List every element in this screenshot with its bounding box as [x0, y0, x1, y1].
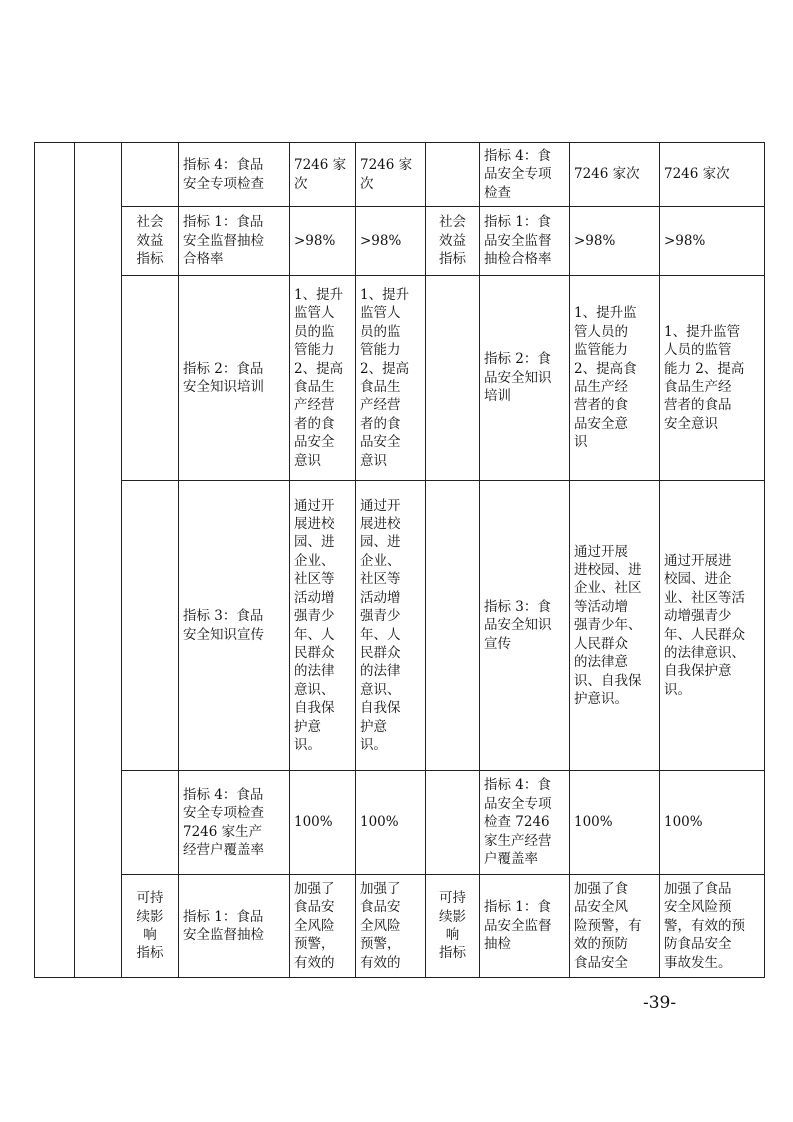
category-cell-right [426, 276, 480, 481]
category-cell-left: 可持 续影 响 指标 [122, 875, 179, 978]
page-number: -39- [643, 993, 677, 1013]
value-cell: 通过开 展进校 园、进 企业、 社区等 活动增 强青少 年、人 民群众 的法律 意识、 自我保 护意 识。 [356, 481, 426, 771]
value-cell: 7246 家 次 [290, 143, 356, 207]
value-cell: 通过开展 进校园、进 企业、社区 等活动增 强青少年、 人民群众 的法律意 识、自我保 护意识。 [570, 481, 660, 771]
value-cell: 加强了食 品安全风 险预警，有 效的预防 食品安全 [570, 875, 660, 978]
sub-category-cell [75, 143, 122, 978]
indicator-name-left: 指标 4：食品 安全专项检查 7246 家生产 经营户覆盖率 [179, 771, 290, 875]
table-row [35, 481, 765, 771]
category-cell-left [122, 143, 179, 207]
indicator-name-right: 指标 1：食 品安全监督 抽检 [480, 875, 570, 978]
table-row [35, 207, 765, 276]
table-row [35, 771, 765, 875]
category-cell-right [426, 481, 480, 771]
value-cell: 100% [290, 771, 356, 875]
category-cell-left [122, 771, 179, 875]
value-cell: 100% [660, 771, 765, 875]
value-cell: >98% [290, 207, 356, 276]
indicator-name-left: 指标 1：食品 安全监督抽检 合格率 [179, 207, 290, 276]
category-cell-left: 社会 效益 指标 [122, 207, 179, 276]
category-cell-left [122, 481, 179, 771]
value-cell: 通过开展进 校园、进企 业、社区等活 动增强青少 年、人民群众 的法律意识、 自我保护意 识。 [660, 481, 765, 771]
value-cell: >98% [570, 207, 660, 276]
table-row [35, 276, 765, 481]
value-cell: 通过开 展进校 园、进 企业、 社区等 活动增 强青少 年、人 民群众 的法律 意识、 自我保 护意 识。 [290, 481, 356, 771]
value-cell: 1、提升监 管人员的 监管能力 2、提高食 品生产经 营者的食 品安全意 识 [570, 276, 660, 481]
value-cell: 加强了 食品安 全风险 预警， 有效的 [290, 875, 356, 978]
value-cell: 加强了 食品安 全风险 预警， 有效的 [356, 875, 426, 978]
indicator-name-right: 指标 2：食 品安全知识 培训 [480, 276, 570, 481]
performance-indicator-table [34, 142, 765, 978]
value-cell: >98% [356, 207, 426, 276]
value-cell: 7246 家 次 [356, 143, 426, 207]
table-row [35, 875, 765, 978]
outer-category-cell [35, 143, 75, 978]
value-cell: >98% [660, 207, 765, 276]
value-cell: 加强了食品 安全风险预 警，有效的预 防食品安全 事故发生。 [660, 875, 765, 978]
value-cell: 1、提升 监管人 员的监 管能力 2、提高 食品生 产经营 者的食 品安全 意识 [356, 276, 426, 481]
indicator-name-right: 指标 4：食 品安全专项 检查 7246 家生产经营 户覆盖率 [480, 771, 570, 875]
value-cell: 7246 家次 [570, 143, 660, 207]
indicator-name-left: 指标 2：食品 安全知识培训 [179, 276, 290, 481]
indicator-name-left: 指标 1：食品 安全监督抽检 [179, 875, 290, 978]
category-cell-left [122, 276, 179, 481]
value-cell: 100% [570, 771, 660, 875]
indicator-table-container [34, 142, 764, 977]
indicator-name-left: 指标 4：食品 安全专项检查 [179, 143, 290, 207]
value-cell: 7246 家次 [660, 143, 765, 207]
category-cell-right: 社会 效益 指标 [426, 207, 480, 276]
indicator-name-right: 指标 4：食 品安全专项 检查 [480, 143, 570, 207]
value-cell: 1、提升监管 人员的监管 能力 2、提高 食品生产经 营者的食品 安全意识 [660, 276, 765, 481]
indicator-name-left: 指标 3：食品 安全知识宣传 [179, 481, 290, 771]
table-row [35, 143, 765, 207]
value-cell: 100% [356, 771, 426, 875]
category-cell-right [426, 143, 480, 207]
category-cell-right: 可持 续影 响 指标 [426, 875, 480, 978]
indicator-name-right: 指标 3：食 品安全知识 宣传 [480, 481, 570, 771]
indicator-name-right: 指标 1：食 品安全监督 抽检合格率 [480, 207, 570, 276]
value-cell: 1、提升 监管人 员的监 管能力 2、提高 食品生 产经营 者的食 品安全 意识 [290, 276, 356, 481]
category-cell-right [426, 771, 480, 875]
